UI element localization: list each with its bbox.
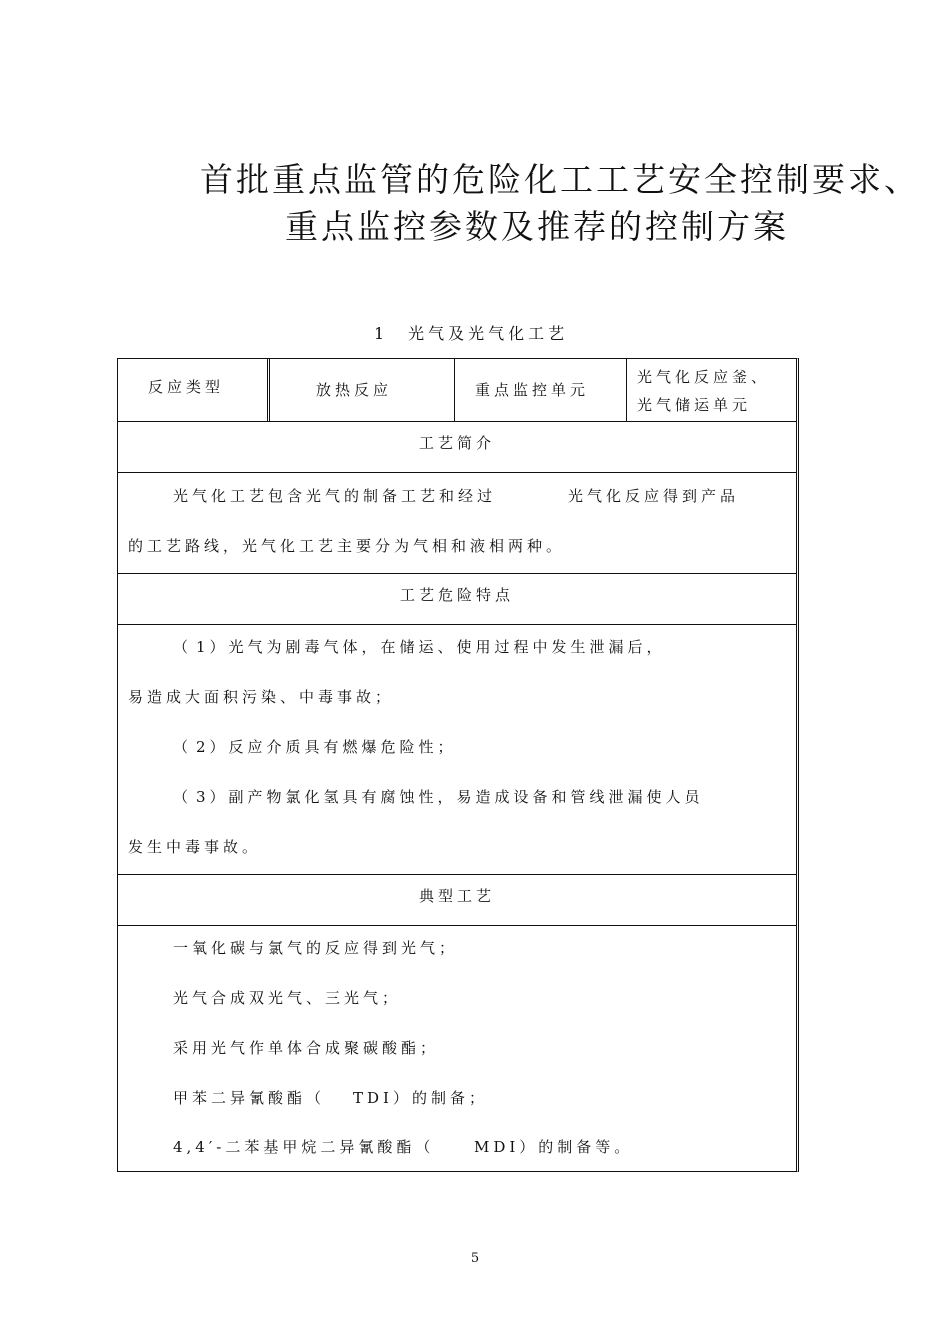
header-monitored-units-line-1: 光气化反应釜、 <box>637 368 771 386</box>
header-reaction-type: 反应类型 <box>118 359 270 421</box>
typical-line-4b: TDI）的制备； <box>353 1089 488 1107</box>
section-heading-typical-processes: 典型工艺 <box>118 875 796 926</box>
section-body-process-intro <box>118 473 796 574</box>
hazard-3-prefix: （ <box>173 788 193 806</box>
typical-line-3: 采用光气作单体合成聚碳酸酯； <box>173 1039 440 1057</box>
intro-line-1b: 光气化反应得到产品 <box>568 487 740 505</box>
section-heading-process-intro: 工艺简介 <box>118 422 796 473</box>
typical-line-2: 光气合成双光气、三光气； <box>173 989 402 1007</box>
process-table <box>117 358 799 1172</box>
header-key-monitoring-unit: 重点监控单元 <box>455 359 627 421</box>
section-body-hazards <box>118 625 796 875</box>
section-body-typical-processes <box>118 926 796 1171</box>
hazard-2-line-1: 2）反应介质具有燃爆危险性； <box>196 738 457 756</box>
hazard-3-line-1: 3）副产物氯化氢具有腐蚀性，易造成设备和管线泄漏使人员 <box>196 788 704 806</box>
typical-line-5a: 4,4′-二苯基甲烷二异氰酸酯（ <box>173 1138 435 1156</box>
hazard-3-line-2: 发生中毒事故。 <box>128 838 262 856</box>
typical-line-1: 一氧化碳与氯气的反应得到光气； <box>173 939 459 957</box>
document-title-line-1: 首批重点监管的危险化工工艺安全控制要求、 <box>200 160 920 199</box>
header-exothermic: 放热反应 <box>270 359 455 421</box>
header-monitored-units-line-2: 光气储运单元 <box>637 396 752 414</box>
page-number: 5 <box>470 1251 480 1266</box>
hazard-2-prefix: （ <box>173 738 193 756</box>
typical-line-5b: MDI）的制备等。 <box>474 1138 634 1156</box>
hazard-1-line-2: 易造成大面积污染、中毒事故； <box>128 688 395 706</box>
typical-line-4a: 甲苯二异氰酸酯（ <box>173 1089 326 1107</box>
intro-line-2: 的工艺路线，光气化工艺主要分为气相和液相两种。 <box>128 537 566 555</box>
table-header-row <box>118 359 796 422</box>
section-heading-hazards: 工艺危险特点 <box>118 574 796 625</box>
hazard-1-prefix: （ <box>173 638 193 656</box>
document-title-line-2: 重点监控参数及推荐的控制方案 <box>285 207 789 246</box>
intro-line-1a: 光气化工艺包含光气的制备工艺和经过 <box>173 487 497 505</box>
header-monitored-units <box>627 359 797 421</box>
table-caption: 1 光气及光气化工艺 <box>374 324 569 343</box>
hazard-1-line-1: 1）光气为剧毒气体，在储运、使用过程中发生泄漏后， <box>196 638 666 656</box>
